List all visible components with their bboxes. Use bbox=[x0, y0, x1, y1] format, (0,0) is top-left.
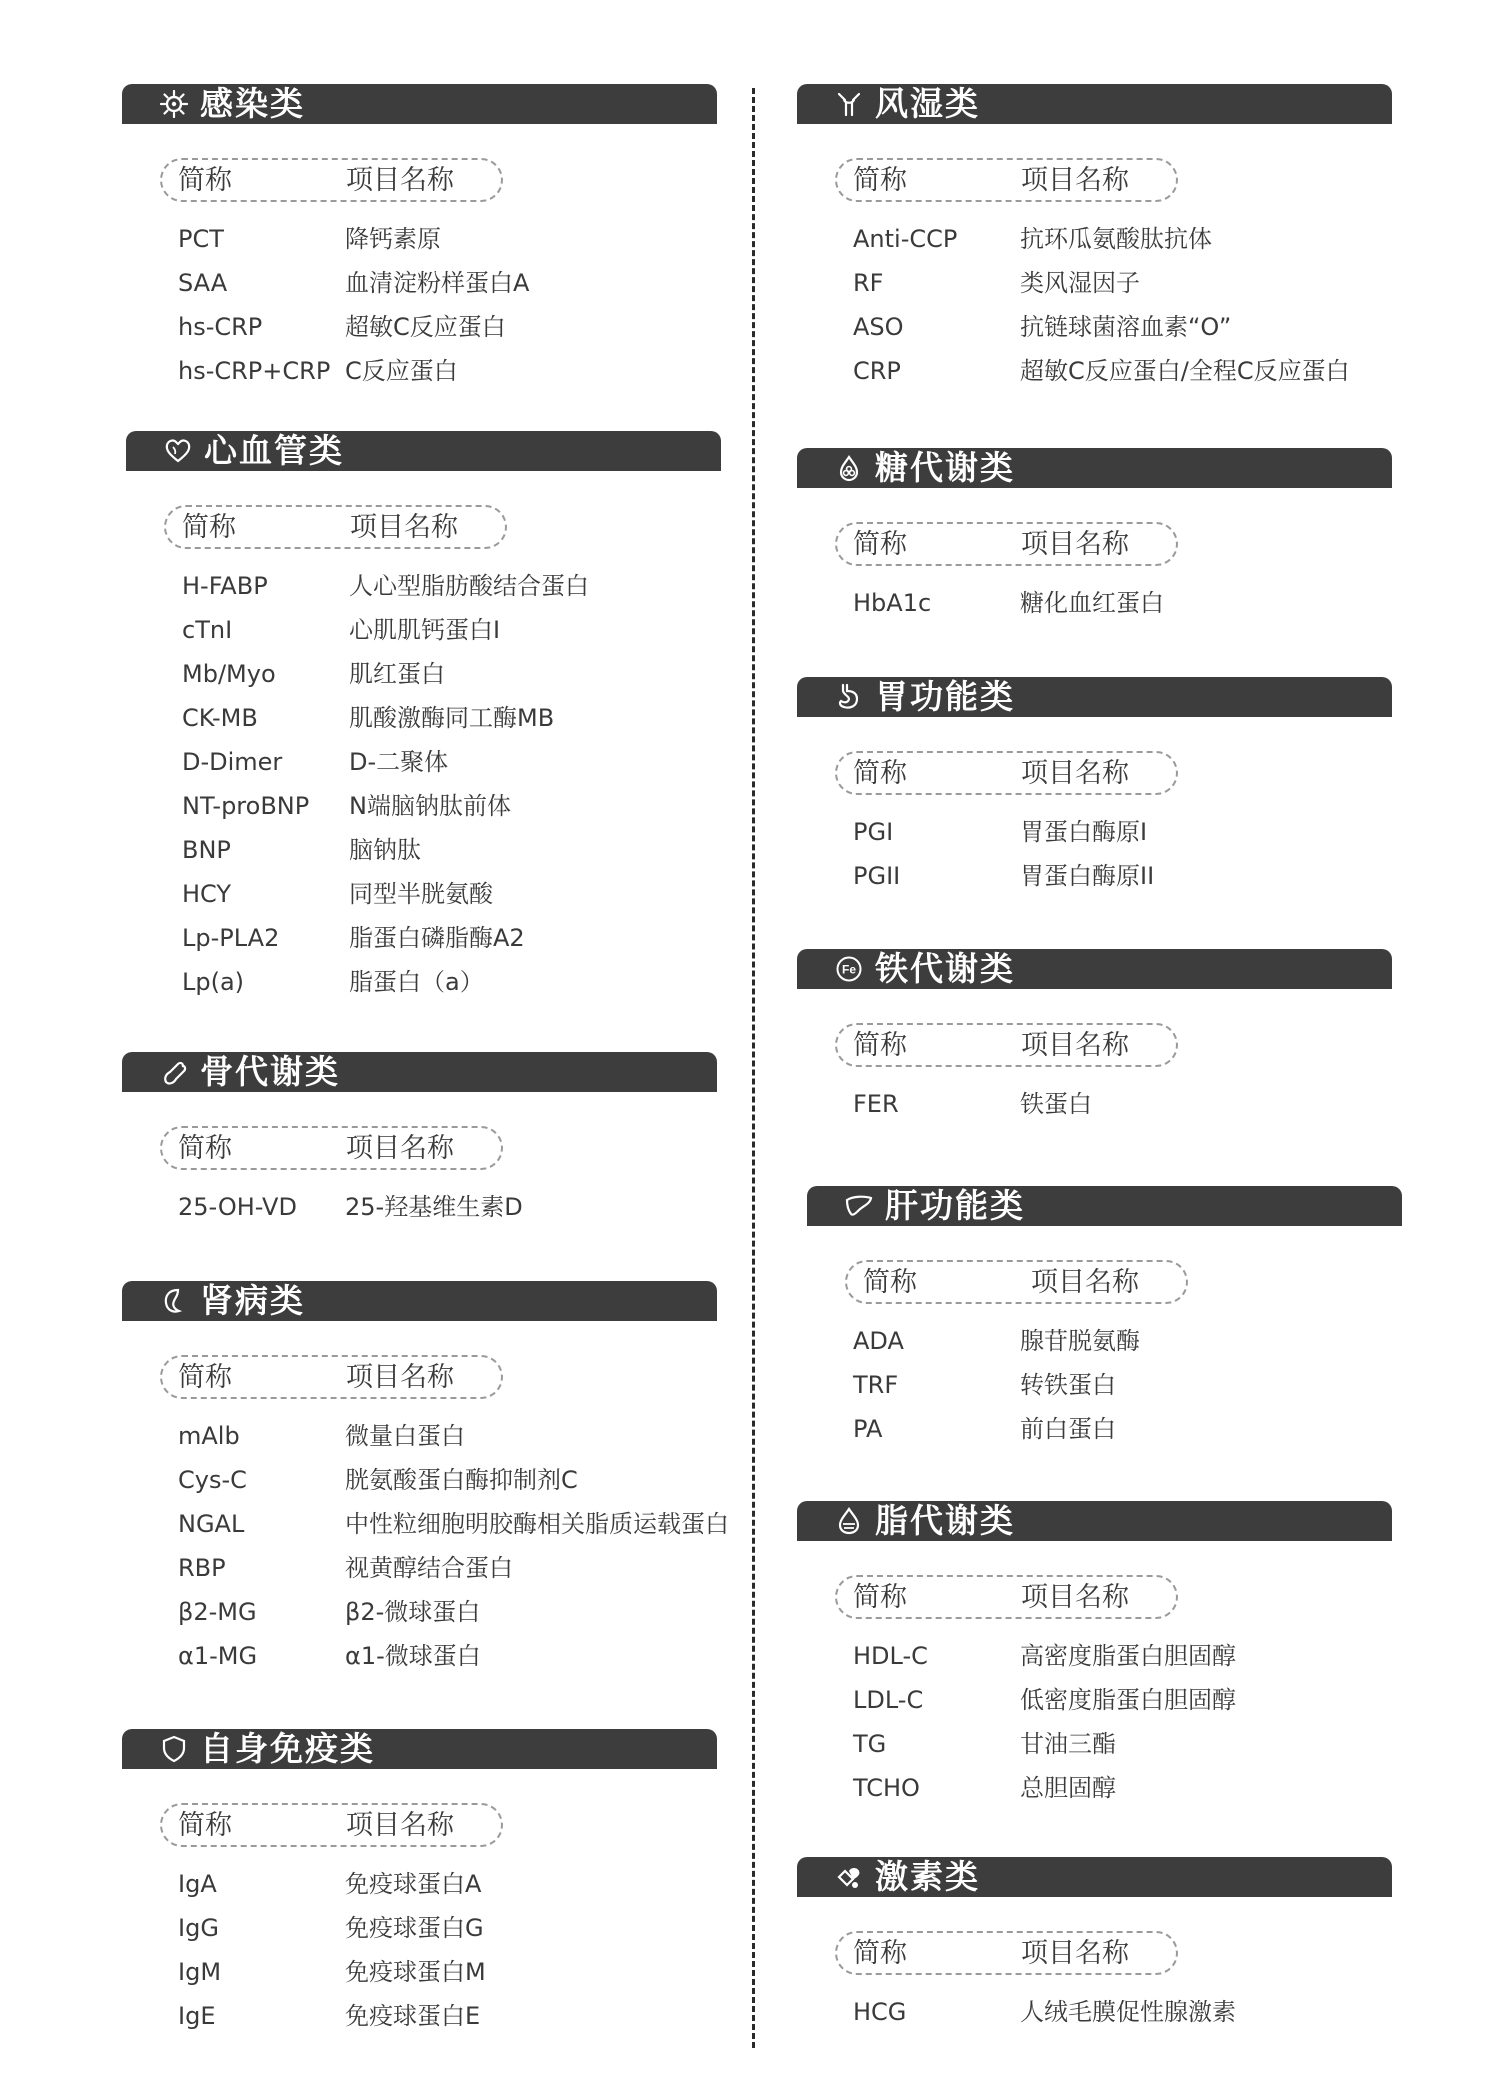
item-name: 免疫球蛋白E bbox=[345, 2002, 481, 2030]
section-title-bar bbox=[797, 1501, 1392, 1541]
item-row bbox=[122, 1553, 717, 1597]
item-row bbox=[126, 879, 721, 923]
header-abbr: 简称 bbox=[178, 1362, 232, 1393]
section-title-bar bbox=[797, 677, 1392, 717]
item-row bbox=[797, 861, 1392, 905]
header-abbr: 简称 bbox=[853, 1938, 907, 1969]
item-list bbox=[122, 224, 717, 400]
header-abbr: 简称 bbox=[863, 1267, 917, 1298]
item-abbr: IgE bbox=[178, 2002, 216, 2030]
item-name: 脑钠肽 bbox=[349, 836, 421, 864]
item-row bbox=[122, 224, 717, 268]
item-row bbox=[122, 1957, 717, 2001]
header-name: 项目名称 bbox=[1021, 1582, 1129, 1613]
section-title: 胃功能类 bbox=[875, 677, 1015, 716]
column-header bbox=[835, 1931, 1178, 1975]
item-row bbox=[122, 1465, 717, 1509]
item-row bbox=[122, 1597, 717, 1641]
item-row bbox=[797, 1729, 1392, 1773]
section-stomach bbox=[797, 677, 1392, 890]
item-abbr: mAlb bbox=[178, 1422, 240, 1450]
section-title: 铁代谢类 bbox=[875, 949, 1015, 988]
item-row bbox=[122, 1421, 717, 1465]
item-name: 微量白蛋白 bbox=[345, 1422, 465, 1450]
item-abbr: hs-CRP+CRP bbox=[178, 357, 331, 385]
item-name: 人绒毛膜促性腺激素 bbox=[1020, 1998, 1236, 2026]
header-name: 项目名称 bbox=[346, 1810, 454, 1841]
shield-icon bbox=[160, 1735, 188, 1763]
column-header bbox=[835, 751, 1178, 795]
fat-drop-icon bbox=[835, 1507, 863, 1535]
bone-joint-icon bbox=[160, 1058, 188, 1086]
column-header bbox=[160, 1803, 503, 1847]
item-row bbox=[126, 615, 721, 659]
item-abbr: ADA bbox=[853, 1327, 904, 1355]
item-abbr: HCG bbox=[853, 1998, 907, 2026]
section-iron bbox=[797, 949, 1392, 1118]
item-name: 铁蛋白 bbox=[1020, 1090, 1092, 1118]
section-title-bar bbox=[126, 431, 721, 471]
column-header bbox=[835, 1023, 1178, 1067]
stomach-icon bbox=[835, 683, 863, 711]
item-name: 抗链球菌溶血素“O” bbox=[1020, 313, 1232, 341]
item-abbr: BNP bbox=[182, 836, 231, 864]
section-title-bar bbox=[797, 1857, 1392, 1897]
column-header bbox=[160, 1126, 503, 1170]
header-abbr: 简称 bbox=[178, 1133, 232, 1164]
item-abbr: PA bbox=[853, 1415, 883, 1443]
item-abbr: H-FABP bbox=[182, 572, 268, 600]
section-title-bar bbox=[797, 448, 1392, 488]
item-name: 甘油三酯 bbox=[1020, 1730, 1116, 1758]
item-row bbox=[797, 588, 1392, 632]
item-abbr: IgG bbox=[178, 1914, 219, 1942]
item-abbr: TG bbox=[853, 1730, 887, 1758]
item-name: 胃蛋白酶原I bbox=[1020, 818, 1148, 846]
item-row bbox=[126, 835, 721, 879]
item-abbr: RF bbox=[853, 269, 884, 297]
item-row bbox=[797, 224, 1392, 268]
section-title: 糖代谢类 bbox=[875, 448, 1015, 487]
section-glucose bbox=[797, 448, 1392, 617]
item-name: 超敏C反应蛋白 bbox=[345, 313, 506, 341]
heart-icon bbox=[164, 437, 192, 465]
section-title: 肾病类 bbox=[200, 1281, 305, 1320]
item-name: N端脑钠肽前体 bbox=[349, 792, 511, 820]
header-name: 项目名称 bbox=[1021, 758, 1129, 789]
section-title-bar bbox=[122, 84, 717, 124]
header-name: 项目名称 bbox=[1021, 1938, 1129, 1969]
fe-icon-text: Fe bbox=[841, 962, 857, 977]
item-row bbox=[126, 571, 721, 615]
item-abbr: HCY bbox=[182, 880, 232, 908]
header-abbr: 简称 bbox=[178, 1810, 232, 1841]
virus-icon bbox=[160, 90, 188, 118]
item-name: 低密度脂蛋白胆固醇 bbox=[1020, 1686, 1236, 1714]
hormone-icon bbox=[835, 1863, 863, 1891]
item-abbr: ASO bbox=[853, 313, 904, 341]
item-abbr: TCHO bbox=[853, 1774, 920, 1802]
item-name: 超敏C反应蛋白/全程C反应蛋白 bbox=[1020, 357, 1350, 385]
header-name: 项目名称 bbox=[346, 1362, 454, 1393]
item-row bbox=[797, 268, 1392, 312]
item-name: β2-微球蛋白 bbox=[345, 1598, 481, 1626]
header-abbr: 简称 bbox=[182, 512, 236, 543]
item-abbr: CK-MB bbox=[182, 704, 258, 732]
column-header bbox=[160, 158, 503, 202]
item-abbr: Cys-C bbox=[178, 1466, 247, 1494]
item-list bbox=[797, 1089, 1392, 1133]
item-abbr: TRF bbox=[853, 1371, 899, 1399]
section-title: 骨代谢类 bbox=[200, 1052, 340, 1091]
section-title: 脂代谢类 bbox=[875, 1501, 1015, 1540]
item-row bbox=[797, 356, 1392, 400]
item-name: 抗环瓜氨酸肽抗体 bbox=[1020, 225, 1212, 253]
item-row bbox=[797, 1685, 1392, 1729]
item-name: 糖化血红蛋白 bbox=[1020, 589, 1164, 617]
item-list bbox=[126, 571, 721, 1011]
item-row bbox=[797, 1773, 1392, 1817]
section-title-bar bbox=[807, 1186, 1402, 1226]
item-abbr: HDL-C bbox=[853, 1642, 928, 1670]
column-header bbox=[835, 522, 1178, 566]
item-name: 胃蛋白酶原II bbox=[1020, 862, 1155, 890]
item-abbr: PGII bbox=[853, 862, 901, 890]
item-name: 脂蛋白（a） bbox=[349, 968, 484, 996]
item-abbr: FER bbox=[853, 1090, 899, 1118]
item-abbr: β2-MG bbox=[178, 1598, 257, 1626]
item-abbr: cTnI bbox=[182, 616, 233, 644]
section-bone bbox=[122, 1052, 717, 1221]
item-name: D-二聚体 bbox=[349, 748, 449, 776]
item-abbr: Lp-PLA2 bbox=[182, 924, 280, 952]
item-name: 视黄醇结合蛋白 bbox=[345, 1554, 513, 1582]
item-abbr: Anti-CCP bbox=[853, 225, 958, 253]
section-rheumatism bbox=[797, 84, 1392, 385]
header-abbr: 简称 bbox=[853, 1030, 907, 1061]
item-name: 同型半胱氨酸 bbox=[349, 880, 493, 908]
item-name: 25-羟基维生素D bbox=[345, 1193, 523, 1221]
item-row bbox=[122, 1913, 717, 1957]
item-row bbox=[122, 1641, 717, 1685]
item-name: 人心型脂肪酸结合蛋白 bbox=[349, 572, 589, 600]
blood-drop-icon bbox=[835, 454, 863, 482]
section-kidney bbox=[122, 1281, 729, 1670]
item-row bbox=[122, 312, 717, 356]
column-header bbox=[160, 1355, 503, 1399]
section-title: 感染类 bbox=[200, 84, 305, 123]
item-abbr: IgA bbox=[178, 1870, 217, 1898]
item-abbr: IgM bbox=[178, 1958, 222, 1986]
section-title-bar bbox=[122, 1052, 717, 1092]
header-name: 项目名称 bbox=[350, 512, 458, 543]
item-name: 肌酸激酶同工酶MB bbox=[349, 704, 555, 732]
item-name: C反应蛋白 bbox=[345, 357, 458, 385]
section-hormone bbox=[797, 1857, 1392, 2026]
item-abbr: CRP bbox=[853, 357, 901, 385]
item-row bbox=[126, 923, 721, 967]
section-title: 激素类 bbox=[875, 1857, 980, 1896]
header-name: 项目名称 bbox=[346, 1133, 454, 1164]
item-abbr: PGI bbox=[853, 818, 894, 846]
section-title: 自身免疫类 bbox=[200, 1729, 375, 1768]
header-abbr: 简称 bbox=[853, 165, 907, 196]
item-abbr: Mb/Myo bbox=[182, 660, 276, 688]
section-title-bar bbox=[122, 1729, 717, 1769]
item-abbr: LDL-C bbox=[853, 1686, 924, 1714]
item-row bbox=[122, 1192, 717, 1236]
section-title-bar bbox=[122, 1281, 717, 1321]
item-name: 肌红蛋白 bbox=[349, 660, 445, 688]
item-name: 前白蛋白 bbox=[1020, 1415, 1116, 1443]
item-name: α1-微球蛋白 bbox=[345, 1642, 481, 1670]
item-row bbox=[126, 747, 721, 791]
item-row bbox=[797, 1370, 1392, 1414]
item-abbr: HbA1c bbox=[853, 589, 932, 617]
item-name: 类风湿因子 bbox=[1020, 269, 1140, 297]
header-name: 项目名称 bbox=[1021, 529, 1129, 560]
item-name: 腺苷脱氨酶 bbox=[1020, 1327, 1140, 1355]
item-name: 高密度脂蛋白胆固醇 bbox=[1020, 1642, 1236, 1670]
item-list bbox=[122, 1869, 717, 2045]
column-header bbox=[835, 1575, 1178, 1619]
item-name: 免疫球蛋白M bbox=[345, 1958, 486, 1986]
item-list bbox=[797, 1997, 1392, 2041]
item-name: 中性粒细胞明胶酶相关脂质运载蛋白 bbox=[345, 1510, 729, 1538]
item-row bbox=[797, 1326, 1392, 1370]
section-liver bbox=[807, 1186, 1402, 1443]
item-row bbox=[122, 268, 717, 312]
column-header bbox=[835, 158, 1178, 202]
joint-icon bbox=[835, 90, 863, 118]
item-row bbox=[797, 312, 1392, 356]
section-autoimmune bbox=[122, 1729, 717, 2030]
header-name: 项目名称 bbox=[1021, 165, 1129, 196]
column-header bbox=[845, 1260, 1188, 1304]
item-list bbox=[122, 1421, 729, 1685]
item-list bbox=[797, 1326, 1392, 1458]
item-abbr: Lp(a) bbox=[182, 968, 245, 996]
header-name: 项目名称 bbox=[346, 165, 454, 196]
section-title: 心血管类 bbox=[204, 431, 344, 470]
section-infection bbox=[122, 84, 717, 385]
item-row bbox=[126, 703, 721, 747]
header-abbr: 简称 bbox=[853, 1582, 907, 1613]
column-divider bbox=[752, 88, 755, 2048]
item-row bbox=[122, 1869, 717, 1913]
item-row bbox=[797, 1089, 1392, 1133]
section-cardio bbox=[126, 431, 721, 996]
header-abbr: 简称 bbox=[853, 529, 907, 560]
item-abbr: RBP bbox=[178, 1554, 226, 1582]
section-lipid bbox=[797, 1501, 1392, 1802]
item-name: 血清淀粉样蛋白A bbox=[345, 269, 530, 297]
item-name: 降钙素原 bbox=[345, 225, 441, 253]
item-name: 心肌肌钙蛋白I bbox=[349, 616, 501, 644]
item-abbr: α1-MG bbox=[178, 1642, 258, 1670]
item-abbr: SAA bbox=[178, 269, 228, 297]
item-row bbox=[122, 2001, 717, 2045]
item-row bbox=[797, 817, 1392, 861]
header-abbr: 简称 bbox=[178, 165, 232, 196]
header-name: 项目名称 bbox=[1021, 1030, 1129, 1061]
item-row bbox=[126, 967, 721, 1011]
item-list bbox=[122, 1192, 717, 1236]
header-name: 项目名称 bbox=[1031, 1267, 1139, 1298]
fe-icon bbox=[835, 955, 863, 983]
item-row bbox=[797, 1414, 1392, 1458]
item-row bbox=[126, 791, 721, 835]
item-row bbox=[797, 1641, 1392, 1685]
item-abbr: D-Dimer bbox=[182, 748, 283, 776]
item-list bbox=[797, 1641, 1392, 1817]
item-abbr: PCT bbox=[178, 225, 224, 253]
item-name: 转铁蛋白 bbox=[1020, 1371, 1116, 1399]
item-name: 总胆固醇 bbox=[1020, 1774, 1116, 1802]
item-name: 胱氨酸蛋白酶抑制剂C bbox=[345, 1466, 578, 1494]
kidney-icon bbox=[160, 1287, 188, 1315]
section-title-bar bbox=[797, 949, 1392, 989]
item-list bbox=[797, 588, 1392, 632]
item-abbr: 25-OH-VD bbox=[178, 1193, 297, 1221]
section-title-bar bbox=[797, 84, 1392, 124]
item-row bbox=[122, 1509, 729, 1553]
item-list bbox=[797, 817, 1392, 905]
liver-icon bbox=[845, 1192, 873, 1220]
header-abbr: 简称 bbox=[853, 758, 907, 789]
item-name: 免疫球蛋白A bbox=[345, 1870, 482, 1898]
item-row bbox=[797, 1997, 1392, 2041]
item-abbr: NT-proBNP bbox=[182, 792, 310, 820]
item-row bbox=[126, 659, 721, 703]
item-abbr: hs-CRP bbox=[178, 313, 263, 341]
item-name: 免疫球蛋白G bbox=[345, 1914, 484, 1942]
section-title: 肝功能类 bbox=[885, 1186, 1025, 1225]
item-list bbox=[797, 224, 1392, 400]
item-abbr: NGAL bbox=[178, 1510, 245, 1538]
item-row bbox=[122, 356, 717, 400]
item-name: 脂蛋白磷脂酶A2 bbox=[349, 924, 525, 952]
column-header bbox=[164, 505, 507, 549]
section-title: 风湿类 bbox=[875, 84, 980, 123]
